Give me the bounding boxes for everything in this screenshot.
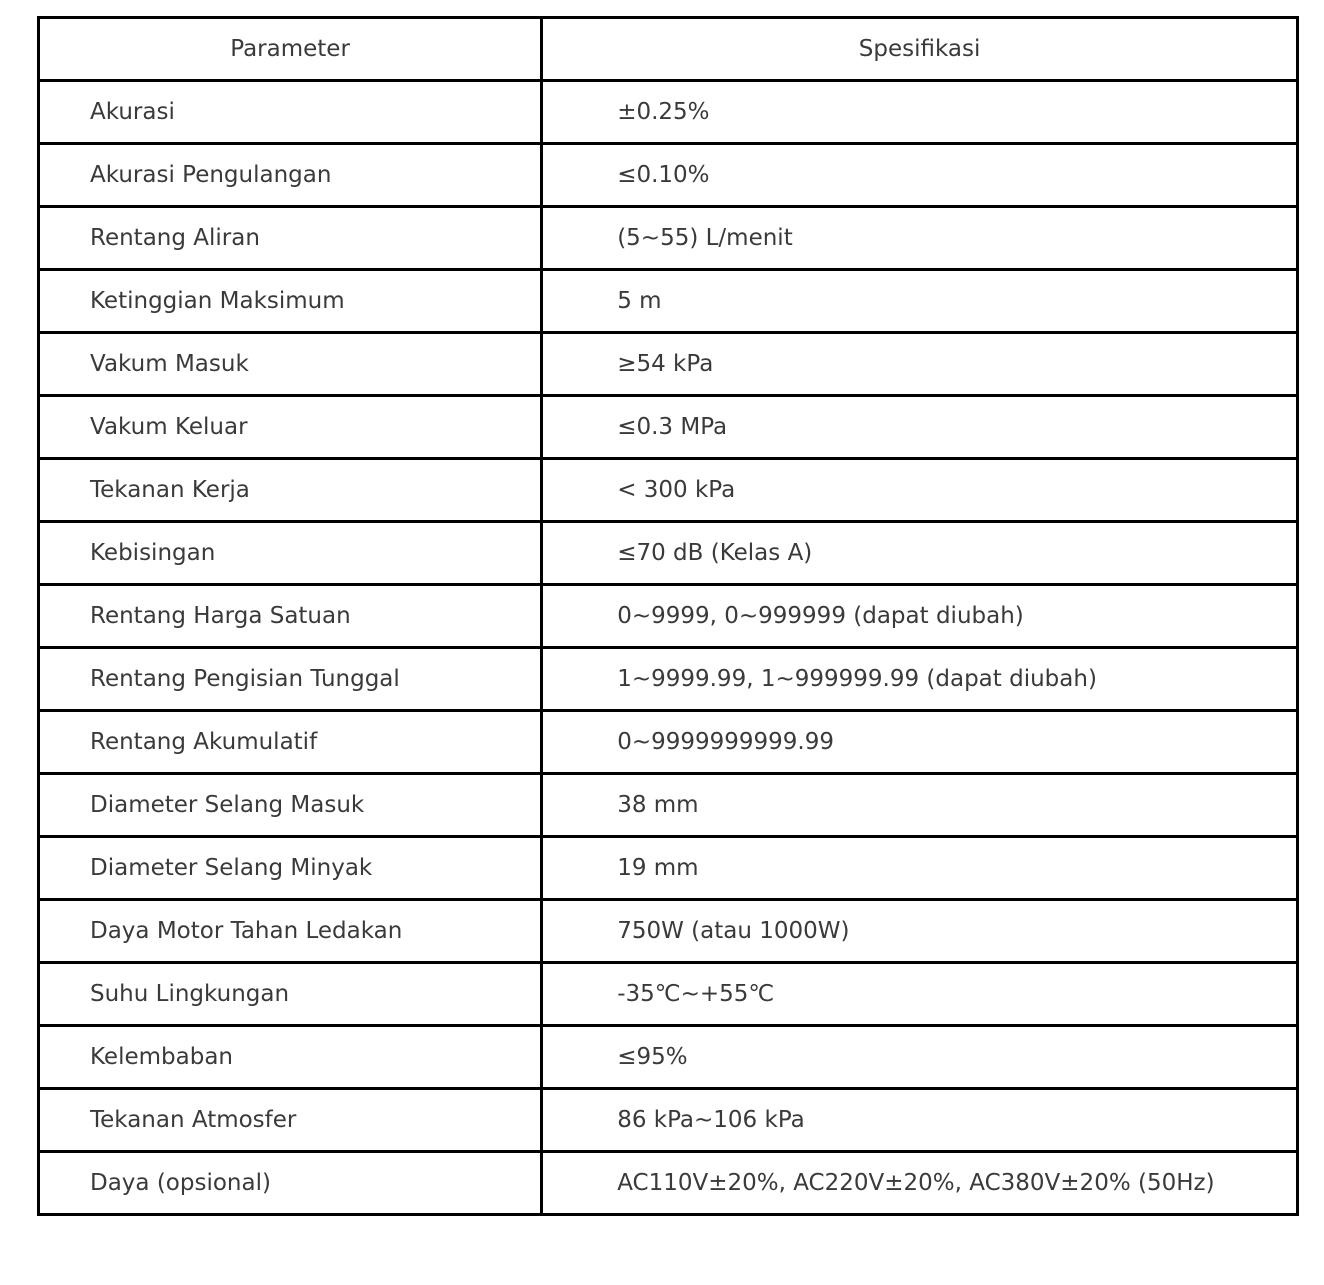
table-row [39, 585, 1298, 648]
parameter-cell: Suhu Lingkungan [39, 963, 542, 1026]
table-row [39, 1089, 1298, 1152]
specification-cell: ≤95% [542, 1026, 1298, 1089]
parameter-cell: Akurasi Pengulangan [39, 144, 542, 207]
specification-cell: AC110V±20%, AC220V±20%, AC380V±20% (50Hz) [542, 1152, 1298, 1215]
specification-cell: 1~9999.99, 1~999999.99 (dapat diubah) [542, 648, 1298, 711]
specification-cell: 0~9999, 0~999999 (dapat diubah) [542, 585, 1298, 648]
parameter-cell: Tekanan Kerja [39, 459, 542, 522]
table-row [39, 774, 1298, 837]
parameter-cell: Vakum Keluar [39, 396, 542, 459]
table-row [39, 963, 1298, 1026]
table-header-row [39, 18, 1298, 81]
specification-cell: ≥54 kPa [542, 333, 1298, 396]
parameter-cell: Ketinggian Maksimum [39, 270, 542, 333]
specification-cell: 19 mm [542, 837, 1298, 900]
table-row [39, 270, 1298, 333]
table-row [39, 711, 1298, 774]
specification-cell: 38 mm [542, 774, 1298, 837]
parameter-cell: Kelembaban [39, 1026, 542, 1089]
specification-cell: 0~9999999999.99 [542, 711, 1298, 774]
parameter-cell: Rentang Harga Satuan [39, 585, 542, 648]
parameter-cell: Diameter Selang Masuk [39, 774, 542, 837]
table-row [39, 459, 1298, 522]
table-row [39, 648, 1298, 711]
parameter-cell: Akurasi [39, 81, 542, 144]
table-row [39, 333, 1298, 396]
column-header-specification: Spesifikasi [542, 18, 1298, 81]
table-row [39, 144, 1298, 207]
specification-cell: (5~55) L/menit [542, 207, 1298, 270]
table-row [39, 900, 1298, 963]
specification-cell: ≤0.10% [542, 144, 1298, 207]
parameter-cell: Tekanan Atmosfer [39, 1089, 542, 1152]
table-row [39, 81, 1298, 144]
parameter-cell: Vakum Masuk [39, 333, 542, 396]
table-row [39, 1152, 1298, 1215]
parameter-cell: Rentang Aliran [39, 207, 542, 270]
specification-cell: 86 kPa~106 kPa [542, 1089, 1298, 1152]
specification-cell: ±0.25% [542, 81, 1298, 144]
column-header-parameter: Parameter [39, 18, 542, 81]
table-row [39, 837, 1298, 900]
parameter-cell: Rentang Akumulatif [39, 711, 542, 774]
specification-table [37, 16, 1299, 1216]
table-row [39, 522, 1298, 585]
table-row [39, 396, 1298, 459]
table-row [39, 1026, 1298, 1089]
specification-cell: ≤70 dB (Kelas A) [542, 522, 1298, 585]
specification-cell: -35℃~+55℃ [542, 963, 1298, 1026]
specification-cell: ≤0.3 MPa [542, 396, 1298, 459]
parameter-cell: Daya Motor Tahan Ledakan [39, 900, 542, 963]
specification-cell: < 300 kPa [542, 459, 1298, 522]
specification-cell: 750W (atau 1000W) [542, 900, 1298, 963]
specification-cell: 5 m [542, 270, 1298, 333]
parameter-cell: Daya (opsional) [39, 1152, 542, 1215]
parameter-cell: Diameter Selang Minyak [39, 837, 542, 900]
parameter-cell: Kebisingan [39, 522, 542, 585]
parameter-cell: Rentang Pengisian Tunggal [39, 648, 542, 711]
table-row [39, 207, 1298, 270]
